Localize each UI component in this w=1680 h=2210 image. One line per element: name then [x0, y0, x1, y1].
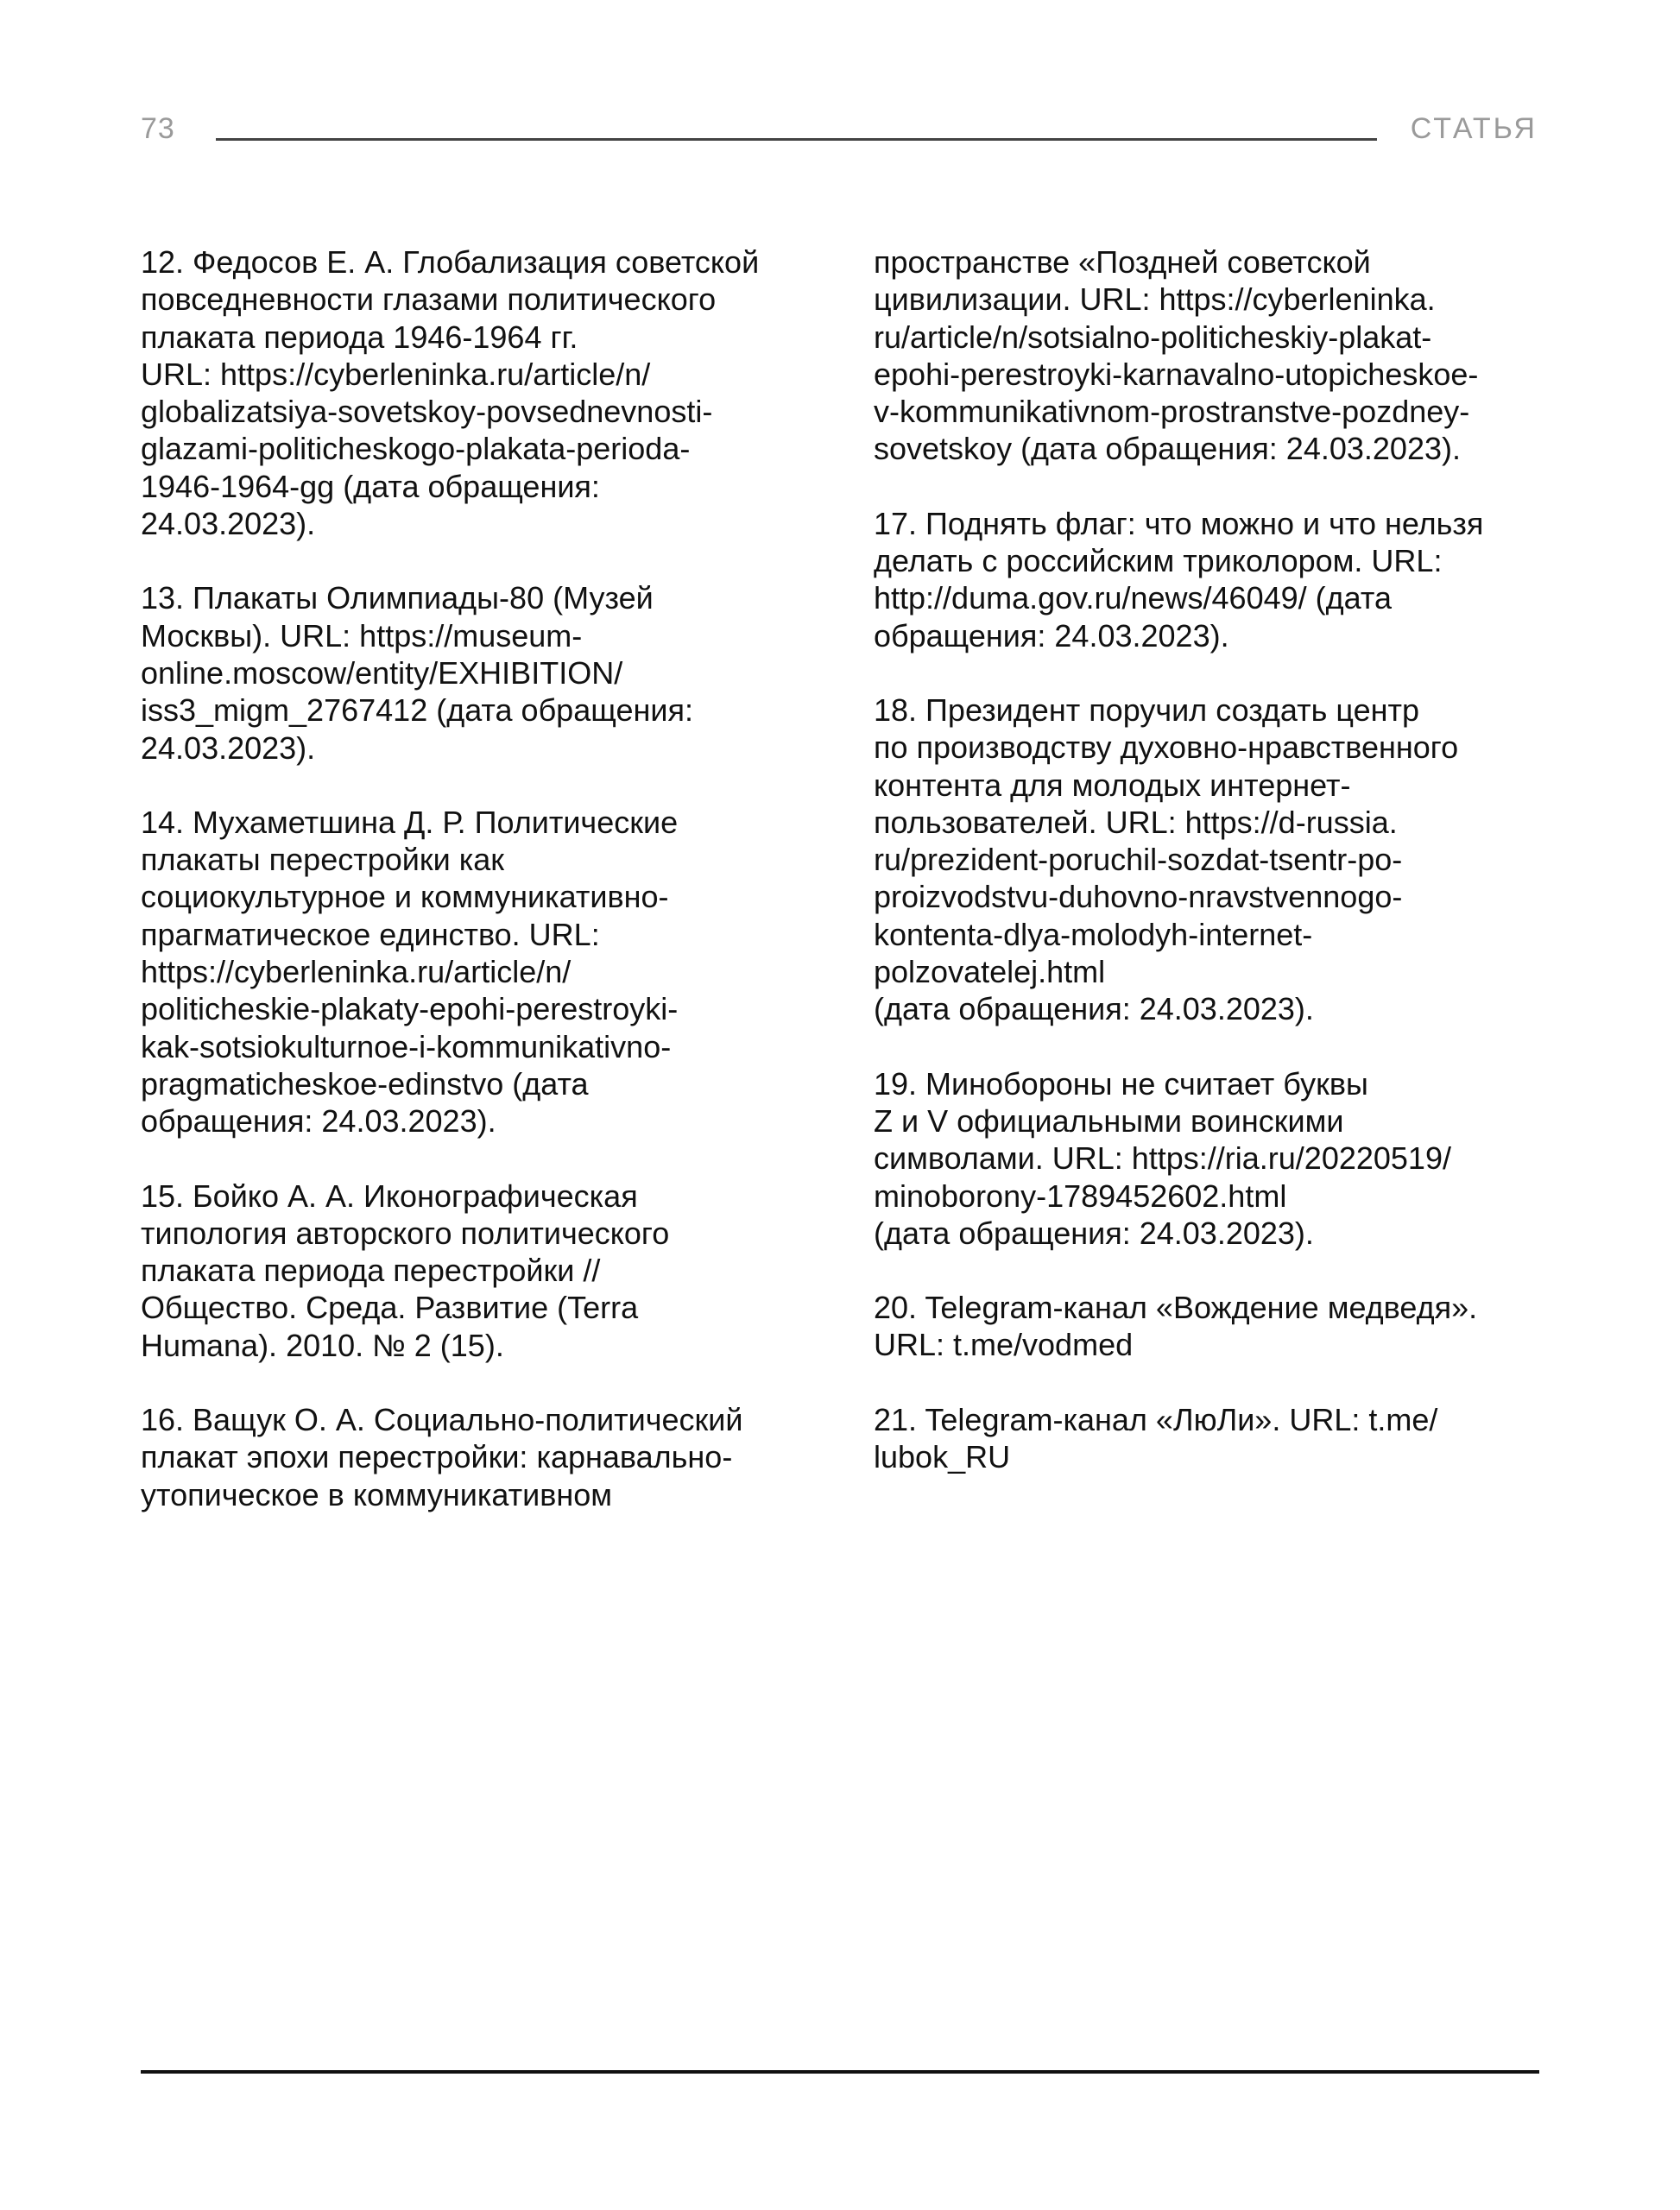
section-label: СТАТЬЯ — [1410, 112, 1538, 145]
reference-line: символами. URL: https://ria.ru/20220519/ — [874, 1140, 1451, 1177]
references-right-column — [874, 243, 1556, 1512]
reference-line: lubok_RU — [874, 1439, 1011, 1475]
reference-entry — [874, 1289, 1556, 1364]
reference-line: epohi-perestroyki-karnavalno-utopicheskoe- — [874, 356, 1479, 392]
reference-line: делать с российским триколором. URL: — [874, 543, 1443, 579]
reference-line: http://duma.gov.ru/news/46049/ (дата — [874, 580, 1392, 616]
reference-line: ru/article/n/sotsialno-politicheskiy-plakat- — [874, 319, 1432, 355]
reference-line: 12. Федосов Е. А. Глобализация советской — [141, 244, 760, 280]
reference-line: minoborony-1789452602.html — [874, 1178, 1287, 1214]
reference-line: Москвы). URL: https://museum- — [141, 617, 583, 654]
reference-line: globalizatsiya-sovetskoy-povsednevnosti- — [141, 394, 713, 430]
reference-entry — [874, 691, 1556, 1028]
reference-line: iss3_migm_2767412 (дата обращения: — [141, 692, 693, 729]
reference-line: 20. Telegram-канал «Вождение медведя». — [874, 1290, 1478, 1326]
reference-line: типология авторского политического — [141, 1215, 670, 1251]
reference-line: 1946-1964-gg (дата обращения: — [141, 468, 600, 504]
reference-line: 17. Поднять флаг: что можно и что нельзя — [874, 505, 1484, 541]
reference-line: https://cyberleninka.ru/article/n/ — [141, 954, 572, 990]
reference-line: 24.03.2023). — [141, 506, 316, 542]
reference-line: (дата обращения: 24.03.2023). — [874, 1215, 1314, 1251]
reference-line: 18. Президент поручил создать центр — [874, 691, 1420, 728]
reference-line: Humana). 2010. № 2 (15). — [141, 1327, 504, 1363]
reference-line: плаката периода перестройки // — [141, 1253, 601, 1289]
page-number: 73 — [141, 112, 175, 145]
reference-line: 13. Плакаты Олимпиады-80 (Музей — [141, 580, 654, 616]
reference-line: повседневности глазами политического — [141, 281, 717, 318]
footer-divider — [141, 2070, 1539, 2074]
reference-line: контента для молодых интернет- — [874, 767, 1351, 803]
reference-line: URL: https://cyberleninka.ru/article/n/ — [141, 356, 651, 392]
reference-line: 19. Минобороны не считает буквы — [874, 1065, 1368, 1102]
reference-line: обращения: 24.03.2023). — [874, 617, 1229, 654]
reference-line: kontenta-dlya-molodyh-internet- — [874, 916, 1313, 952]
reference-line: пользователей. URL: https://d-russia. — [874, 804, 1398, 840]
reference-line: politicheskie-plakaty-epohi-perestroyki- — [141, 991, 679, 1027]
reference-line: 14. Мухаметшина Д. Р. Политические — [141, 804, 679, 840]
reference-line: плаката периода 1946-1964 гг. — [141, 319, 578, 355]
reference-line: kak-sotsiokulturnoe-i-kommunikativno- — [141, 1028, 672, 1064]
reference-line: online.moscow/entity/EXHIBITION/ — [141, 654, 623, 691]
reference-line: обращения: 24.03.2023). — [141, 1103, 496, 1140]
reference-entry — [141, 243, 823, 542]
reference-line: v-kommunikativnom-prostranstve-pozdney- — [874, 394, 1470, 430]
reference-line: sovetskoy (дата обращения: 24.03.2023). — [874, 431, 1461, 467]
references-left-column — [141, 243, 823, 1550]
reference-line: 16. Ващук О. А. Социально-политический — [141, 1402, 743, 1438]
reference-line: ru/prezident-poruchil-sozdat-tsentr-po- — [874, 842, 1403, 878]
reference-line: 15. Бойко А. А. Иконографическая — [141, 1178, 638, 1214]
reference-entry — [141, 1401, 823, 1513]
reference-line: Общество. Среда. Развитие (Terra — [141, 1290, 639, 1326]
reference-line: 24.03.2023). — [141, 729, 316, 766]
reference-entry — [874, 1065, 1556, 1252]
reference-line: URL: t.me/vodmed — [874, 1327, 1134, 1363]
reference-entry — [874, 1401, 1556, 1476]
reference-entry — [141, 804, 823, 1140]
reference-line: плакаты перестройки как — [141, 842, 505, 878]
reference-line: (дата обращения: 24.03.2023). — [874, 991, 1314, 1027]
reference-line: пространстве «Поздней советской — [874, 244, 1371, 280]
reference-line: цивилизации. URL: https://cyberleninka. — [874, 281, 1436, 318]
reference-entry — [874, 505, 1556, 654]
reference-line: glazami-politicheskogo-plakata-perioda- — [141, 431, 691, 467]
reference-line: по производству духовно-нравственного — [874, 729, 1459, 766]
reference-entry — [141, 1178, 823, 1364]
reference-line: pragmaticheskoe-edinstvo (дата — [141, 1065, 589, 1102]
reference-line: плакат эпохи перестройки: карнавально- — [141, 1439, 733, 1475]
reference-line: прагматическое единство. URL: — [141, 916, 600, 952]
reference-entry — [874, 243, 1556, 468]
reference-entry — [141, 579, 823, 766]
header-divider — [216, 138, 1377, 141]
reference-line: polzovatelej.html — [874, 954, 1106, 990]
reference-line: утопическое в коммуникативном — [141, 1476, 613, 1512]
reference-line: социокультурное и коммуникативно- — [141, 879, 669, 915]
reference-line: 21. Telegram-канал «ЛюЛи». URL: t.me/ — [874, 1401, 1438, 1437]
reference-line: Z и V официальными воинскими — [874, 1102, 1344, 1139]
reference-line: proizvodstvu-duhovno-nravstvennogo- — [874, 879, 1403, 915]
